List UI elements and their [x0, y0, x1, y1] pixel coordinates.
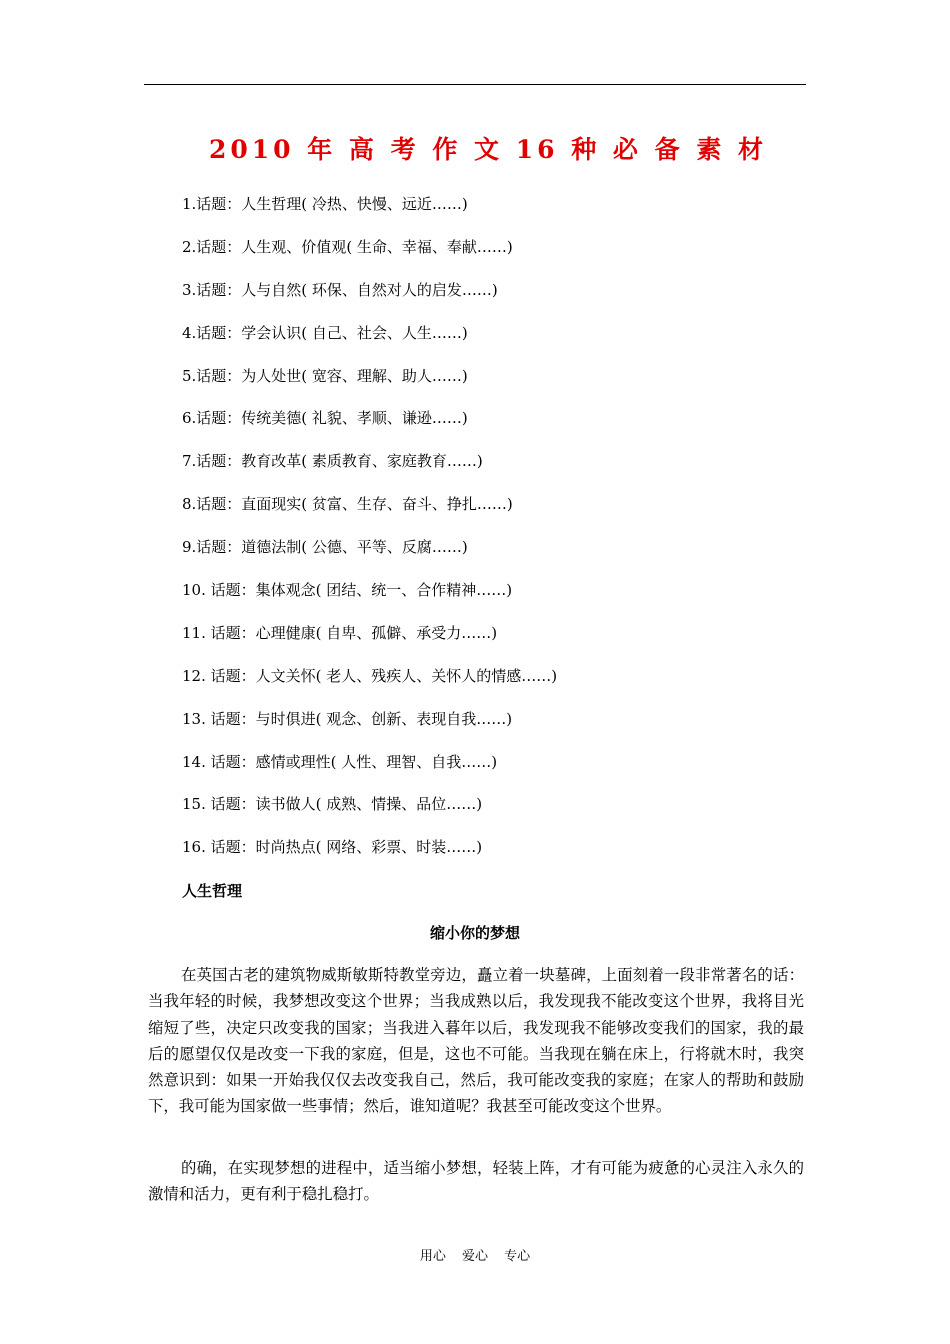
topic-item: 16. 话题：时尚热点( 网络、彩票、时装……) [182, 838, 483, 857]
topic-item: 13. 话题：与时俱进( 观念、创新、表现自我……) [182, 709, 513, 728]
section-heading: 人生哲理 [182, 882, 243, 900]
essay-title: 缩小你的梦想 [429, 924, 520, 942]
header-rule [144, 84, 806, 85]
topic-item: 2.话题：人生观、价值观( 生命、幸福、奉献……) [182, 237, 513, 256]
topic-item: 4.话题：学会认识( 自己、社会、人生……) [182, 323, 468, 342]
page-footer: 用心 爱心 专心 [419, 1249, 531, 1264]
topic-item: 5.话题：为人处世( 宽容、理解、助人……) [182, 366, 468, 385]
topic-item: 1.话题：人生哲理( 冷热、快慢、远近……) [182, 195, 468, 213]
topic-item: 12. 话题：人文关怀( 老人、残疾人、关怀人的情感……) [182, 666, 558, 685]
essay-paragraph: 在英国古老的建筑物威斯敏斯特教堂旁边，矗立着一块墓碑，上面刻着一段非常著名的话：当我年轻的时候，我梦想改变这个世界；当我成熟以后，我发现我不能改变这个世界，我将目光缩短了些，决定只改变我的国家；当我进入暮年以后，我发现我不能够改变我们的国家，我的最后的愿望仅仅是改变一下我的家庭，但是，这也不可能。当我现在躺在床上，行将就木时，我突然意识到：如果一开始我仅仅去改变我自己，然后，我可能改变我的家庭；在家人的帮助和鼓励下，我可能为国家做一些事情；然后，谁知道呢？我甚至可能改变这个世界。 [148, 966, 804, 1116]
topic-item: 6.话题：传统美德( 礼貌、孝顺、谦逊……) [182, 409, 468, 428]
topic-item: 15. 话题：读书做人( 成熟、情操、品位……) [182, 795, 483, 814]
topic-list [182, 190, 557, 876]
essay-paragraph: 的确，在实现梦想的进程中，适当缩小梦想，轻装上阵，才有可能为疲惫的心灵注入永久的激情和活力，更有利于稳扎稳打。 [148, 1159, 804, 1204]
topic-item: 8.话题：直面现实( 贫富、生存、奋斗、挣扎……) [182, 495, 513, 514]
topic-item: 14. 话题：感情或理性( 人性、理智、自我……) [182, 752, 498, 771]
topic-item: 9.话题：道德法制( 公德、平等、反腐……) [182, 538, 468, 557]
topic-item: 11. 话题：心理健康( 自卑、孤僻、承受力……) [182, 623, 498, 642]
document-title: 2010 年 高 考 作 文 16 种 必 备 素 材 [208, 135, 768, 164]
topic-item: 7.话题：教育改革( 素质教育、家庭教育……) [182, 452, 483, 471]
topic-item: 3.话题：人与自然( 环保、自然对人的启发……) [182, 280, 498, 299]
topic-item: 10. 话题：集体观念( 团结、统一、合作精神……) [182, 581, 513, 600]
